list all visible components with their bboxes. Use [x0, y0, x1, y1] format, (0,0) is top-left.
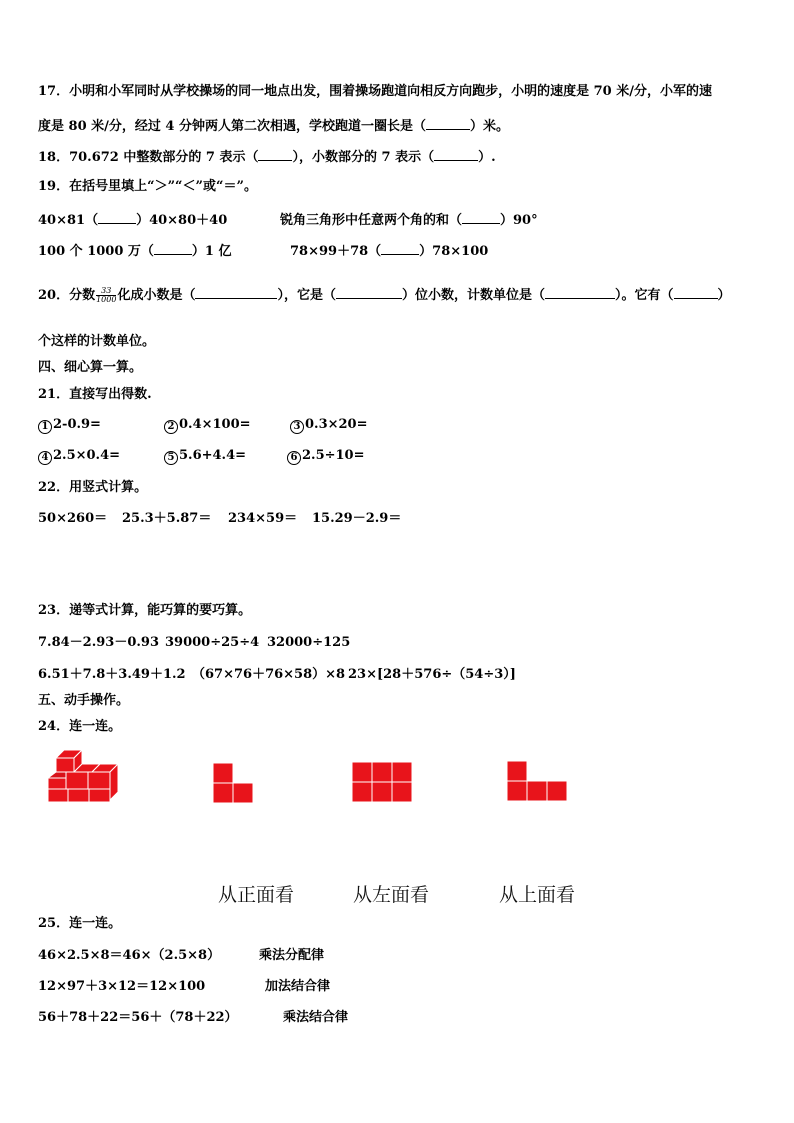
q18-blank-1[interactable] [258, 148, 292, 161]
q23-expr-5: （67×76＋76×58）×8 [192, 667, 346, 682]
q25-right-1: 乘法分配律 [259, 948, 325, 963]
q21-item-3 [290, 418, 368, 434]
circled-number-4: 4 [38, 451, 52, 465]
q18-blank-2[interactable] [434, 148, 478, 161]
q19-a-left: 40×81（ [38, 213, 99, 228]
q20-frac-numerator: 33 [96, 287, 116, 296]
q21-item-4 [38, 449, 120, 465]
circled-number-5: 5 [164, 451, 178, 465]
q20-line2: 个这样的计数单位。 [38, 334, 156, 349]
q17-line2 [38, 117, 509, 133]
q18-text-a: 18．70.672 中整数部分的 7 表示（ [38, 150, 259, 165]
q20-text-5: ） [717, 288, 731, 303]
view-label-left: 从左面看 [353, 884, 430, 906]
view-shape-l-small [212, 762, 256, 804]
q19-title: 19．在括号里填上“＞”“＜”或“＝”。 [38, 179, 257, 194]
view-shape-rectangle [351, 761, 413, 803]
q19-d-blank[interactable] [381, 242, 419, 255]
q19-b-blank[interactable] [462, 211, 500, 224]
q21-expr-4: 2.5×0.4= [53, 448, 121, 463]
q19-c-left: 100 个 1000 万（ [38, 244, 154, 259]
q23-expr-6: 23×[28＋576÷（54÷3）] [348, 667, 516, 682]
q20 [38, 286, 731, 304]
q19-d-left: 78×99＋78（ [290, 244, 382, 259]
q18-text-b: ），小数部分的 7 表示（ [292, 150, 435, 165]
q23-title: 23．递等式计算，能巧算的要巧算。 [38, 603, 252, 618]
circled-number-2: 2 [164, 420, 178, 434]
q25-left-1: 46×2.5×8＝46×（2.5×8） [38, 948, 221, 963]
q25-left-3: 56＋78＋22＝56＋（78＋22） [38, 1010, 238, 1025]
q23-expr-4: 6.51＋7.8＋3.49＋1.2 [38, 667, 186, 682]
q22-expr-1: 50×260＝ [38, 511, 108, 526]
q19-b-right: ）90° [500, 213, 538, 228]
q19-a-blank[interactable] [98, 211, 136, 224]
q20-text-1: 化成小数是（ [117, 288, 196, 303]
q20-blank-3[interactable] [545, 286, 615, 299]
cube-solid-figure [44, 748, 126, 810]
q20-label: 20．分数 [38, 288, 96, 303]
q19-c-right: ）1 亿 [191, 244, 232, 259]
q22-title: 22．用竖式计算。 [38, 480, 148, 495]
q19-c [38, 242, 231, 258]
circled-number-3: 3 [290, 420, 304, 434]
q20-blank-2[interactable] [336, 286, 402, 299]
q18-text-c: ）. [478, 150, 496, 165]
q23-expr-3: 32000÷125 [267, 635, 351, 650]
q24-title: 24．连一连。 [38, 719, 122, 734]
q23-expr-2: 39000÷25÷4 [165, 635, 260, 650]
q17-line1: 17．小明和小军同时从学校操场的同一地点出发，围着操场跑道向相反方向跑步，小明的速度是 70 米/分，小军的速 [38, 84, 712, 99]
q25-right-2: 加法结合律 [265, 979, 331, 994]
q21-item-1 [38, 418, 101, 434]
circled-number-6: 6 [287, 451, 301, 465]
q20-blank-1[interactable] [195, 286, 277, 299]
q22-expr-2: 25.3＋5.87＝ [122, 511, 212, 526]
q21-expr-2: 0.4×100= [179, 417, 251, 432]
q20-frac-denominator: 1000 [96, 295, 117, 304]
q20-blank-4[interactable] [674, 286, 718, 299]
q22-expr-4: 15.29－2.9＝ [312, 511, 402, 526]
circled-number-1: 1 [38, 420, 52, 434]
q20-text-2: ），它是（ [277, 288, 336, 303]
q19-b-left: 锐角三角形中任意两个角的和（ [280, 213, 463, 228]
q21-item-2 [164, 418, 251, 434]
view-label-front: 从正面看 [218, 884, 295, 906]
q19-b [280, 211, 538, 227]
q21-expr-1: 2-0.9= [53, 417, 101, 432]
q19-c-blank[interactable] [154, 242, 192, 255]
section-four-heading: 四、细心算一算。 [38, 360, 143, 375]
q19-a-right: ）40×80＋40 [136, 213, 228, 228]
q21-expr-6: 2.5÷10= [302, 448, 365, 463]
q18 [38, 148, 496, 164]
q25-title: 25．连一连。 [38, 916, 122, 931]
q21-title: 21．直接写出得数. [38, 387, 152, 402]
q25-left-2: 12×97＋3×12＝12×100 [38, 979, 206, 994]
section-five-heading: 五、动手操作。 [38, 693, 130, 708]
view-shape-l-long [506, 760, 570, 802]
q22-expr-3: 234×59＝ [228, 511, 298, 526]
q20-fraction [96, 287, 116, 304]
q19-d-right: ）78×100 [419, 244, 489, 259]
q20-text-3: ）位小数，计数单位是（ [401, 288, 545, 303]
q20-text-4: ）。它有（ [615, 288, 674, 303]
q21-item-5 [164, 449, 246, 465]
view-label-top: 从上面看 [499, 884, 576, 906]
q21-expr-5: 5.6+4.4= [179, 448, 247, 463]
q19-d [290, 242, 488, 258]
q25-right-3: 乘法结合律 [283, 1010, 349, 1025]
q17-text: 度是 80 米/分，经过 4 分钟两人第二次相遇，学校跑道一圈长是（ [38, 119, 426, 134]
q17-unit: ）米。 [470, 119, 510, 134]
q19-a [38, 211, 227, 227]
q23-expr-1: 7.84－2.93－0.93 [38, 635, 159, 650]
q21-expr-3: 0.3×20= [305, 417, 368, 432]
q17-answer-blank[interactable] [426, 117, 470, 130]
q21-item-6 [287, 449, 365, 465]
